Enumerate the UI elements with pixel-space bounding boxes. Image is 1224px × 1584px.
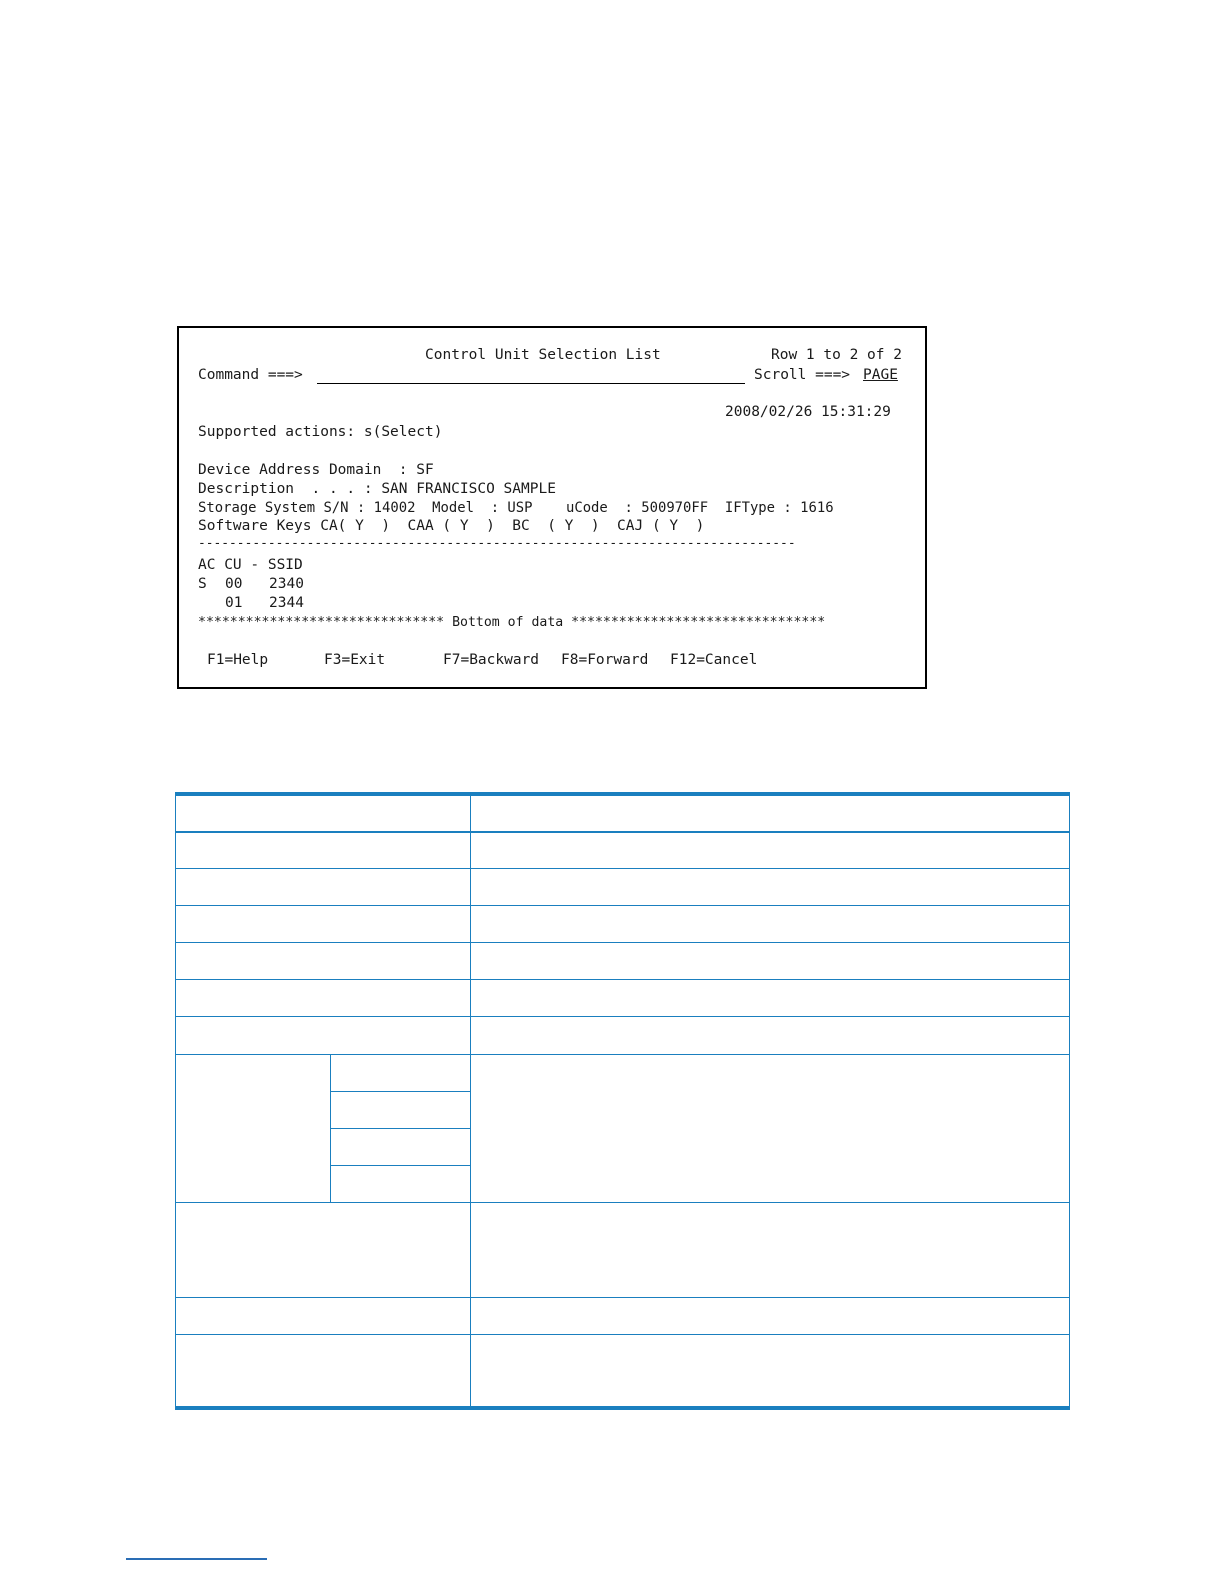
table-bottom-rule (175, 1406, 1070, 1410)
table-row-rule (175, 942, 1070, 943)
table-header-rule (175, 831, 1070, 833)
table-row-rule (175, 1202, 1070, 1203)
table-row-rule (175, 979, 1070, 980)
table-row-rule (175, 1334, 1070, 1335)
command-label: Command ===> (198, 367, 303, 383)
table-row-rule (175, 1016, 1070, 1017)
table-row-rule (175, 1054, 1070, 1055)
row-action-input[interactable]: S (198, 576, 207, 592)
f8-forward-key[interactable]: F8=Forward (561, 652, 649, 668)
description-line: Description . . . : SAN FRANCISCO SAMPLE (198, 481, 556, 497)
scroll-label: Scroll ===> (754, 367, 851, 383)
scroll-input[interactable]: PAGE (863, 367, 898, 383)
screen-title: Control Unit Selection List (425, 347, 661, 363)
timestamp: 2008/02/26 15:31:29 (725, 404, 891, 420)
command-input-underline (317, 383, 745, 384)
table-top-rule (175, 792, 1070, 796)
f7-backward-key[interactable]: F7=Backward (443, 652, 540, 668)
row-info: Row 1 to 2 of 2 (771, 347, 902, 363)
table-row-rule (175, 905, 1070, 906)
bottom-of-data: ******************************* Bottom of data ******************************** (198, 615, 826, 630)
f12-cancel-key[interactable]: F12=Cancel (670, 652, 758, 668)
f1-help-key[interactable]: F1=Help (207, 652, 269, 668)
footer-rule (126, 1558, 267, 1560)
table-column-divider (470, 796, 471, 1406)
table-row-rule (175, 1297, 1070, 1298)
table-right-border (1069, 796, 1070, 1406)
table-subrow-rule (330, 1128, 470, 1129)
software-keys-line: Software Keys CA( Y ) CAA ( Y ) BC ( Y ) CAJ ( Y ) (198, 518, 705, 534)
list-header: AC CU - SSID (198, 557, 303, 573)
row-ssid: 2344 (269, 595, 304, 611)
row-cu: 00 (225, 576, 243, 592)
table-subrow-rule (330, 1165, 470, 1166)
device-address-domain: Device Address Domain : SF (198, 462, 434, 478)
table-row-rule (175, 868, 1070, 869)
separator-line: ----------------------------------------------------------------------------- (198, 536, 796, 551)
storage-system-line: Storage System S/N : 14002 Model : USP uCode : 500970FF IFType : 1616 (198, 500, 834, 516)
row-ssid: 2340 (269, 576, 304, 592)
table-subrow-rule (330, 1091, 470, 1092)
row-cu: 01 (225, 595, 243, 611)
control-unit-selection-panel (177, 326, 927, 689)
table-left-border (175, 796, 176, 1406)
supported-actions: Supported actions: s(Select) (198, 424, 443, 440)
f3-exit-key[interactable]: F3=Exit (324, 652, 386, 668)
